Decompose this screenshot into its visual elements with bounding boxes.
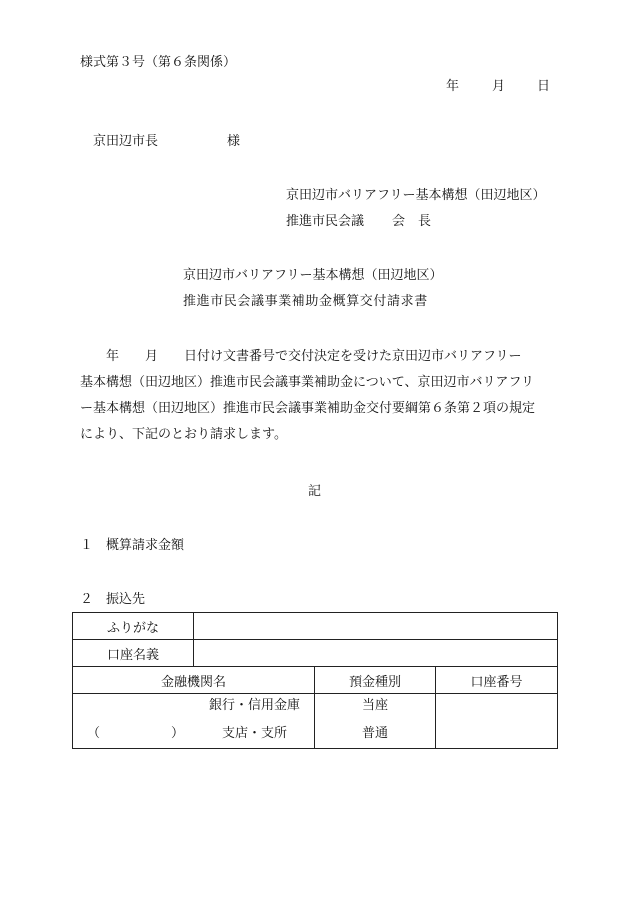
body-line-3: ー基本構想（田辺地区）推進市民会議事業補助金交付要綱第６条第２項の規定 [80, 401, 536, 416]
section2-number: ２ [80, 592, 94, 607]
deposit-type-cell[interactable] [315, 694, 436, 749]
doc-title-line1: 京田辺市バリアフリー基本構想（田辺地区） [183, 268, 443, 283]
bank-detail-row [73, 694, 558, 749]
form-number: 様式第３号（第６条関係） [80, 55, 237, 70]
body-line-2: 基本構想（田辺地区）推進市民会議事業補助金について、京田辺市バリアフリ [80, 375, 534, 390]
bank-header: 金融機関名 [73, 667, 315, 694]
account-number-cell[interactable] [436, 694, 558, 749]
body-line-4: により、下記のとおり請求します。 [80, 427, 287, 442]
date-month-label: 月 [492, 79, 506, 94]
sender-council: 推進市民会議 [286, 214, 365, 229]
furigana-value-cell[interactable] [194, 613, 558, 640]
account-name-row [73, 640, 558, 667]
sender-organization: 京田辺市バリアフリー基本構想（田辺地区） [286, 188, 546, 203]
furigana-label: ふりがな [73, 613, 194, 640]
doc-title-line2: 推進市民会議事業補助金概算交付請求書 [183, 294, 428, 309]
bank-name-cell[interactable] [73, 694, 315, 749]
addressee-name: 京田辺市長 [93, 134, 159, 149]
date-day-label: 日 [537, 79, 551, 94]
body-line-1: 年 月 日付け文書番号で交付決定を受けた京田辺市バリアフリー [80, 349, 522, 364]
paren-open: （ [87, 726, 101, 741]
deposit-option-current: 当座 [362, 698, 389, 713]
section1-label: 概算請求金額 [106, 538, 185, 553]
account-name-label: 口座名義 [73, 640, 194, 667]
ki-heading: 記 [308, 484, 322, 499]
sender-title: 会 長 [392, 214, 432, 229]
section1-number: １ [80, 538, 94, 553]
bank-type-text: 銀行・信用金庫 [209, 698, 301, 713]
bank-account-table [72, 612, 558, 749]
paren-close: ） [171, 726, 185, 741]
furigana-row [73, 613, 558, 640]
deposit-type-header: 預金種別 [315, 667, 436, 694]
branch-type-text: 支店・支所 [222, 726, 288, 741]
account-number-header: 口座番号 [436, 667, 558, 694]
section2-label: 振込先 [106, 592, 146, 607]
table-header-row [73, 667, 558, 694]
date-year-label: 年 [446, 79, 460, 94]
deposit-option-ordinary: 普通 [362, 726, 389, 741]
addressee-honorific: 様 [227, 134, 241, 149]
account-name-value-cell[interactable] [194, 640, 558, 667]
